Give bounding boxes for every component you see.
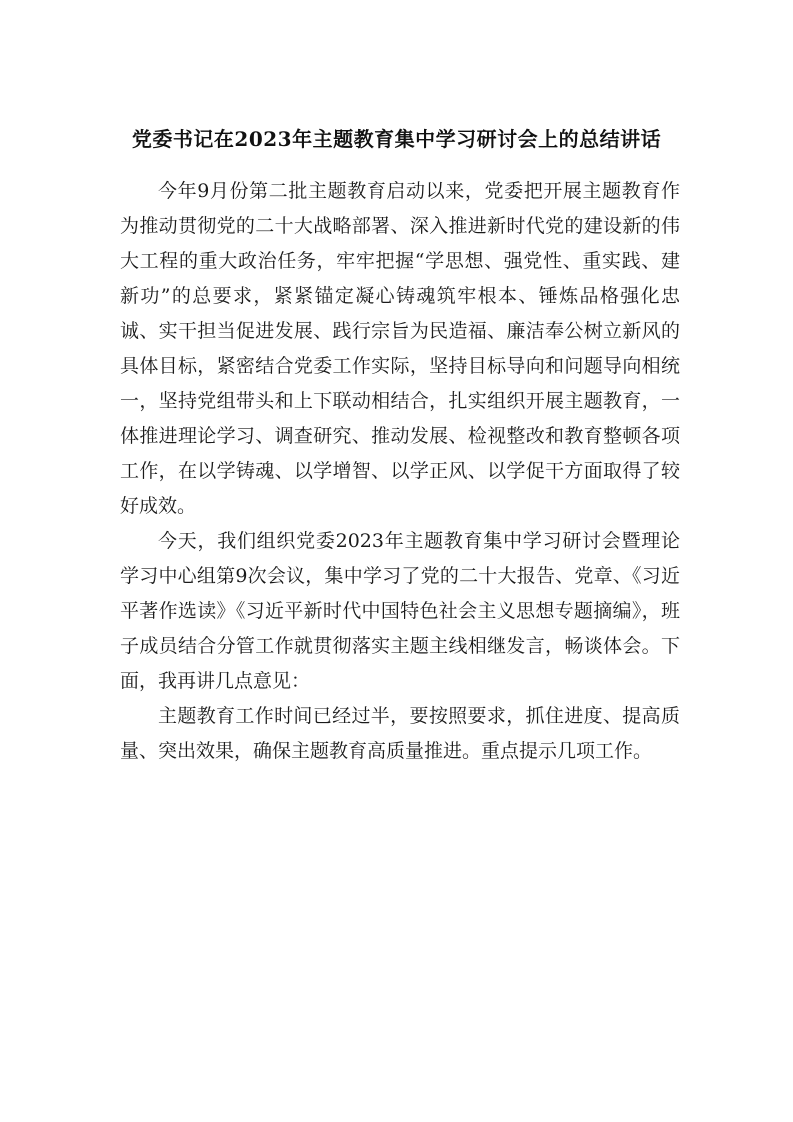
paragraph-work-tips: 主题教育工作时间已经过半，要按照要求，抓住进度、提高质量、突出效果，确保主题教育高质量推进。重点提示几项工作。 — [120, 705, 680, 762]
document-title: 党委书记在2023年主题教育集中学习研讨会上的总结讲话 — [131, 127, 662, 151]
paragraph-opening: 今年9月份第二批主题教育启动以来，党委把开展主题教育作为推动贯彻党的二十大战略部署、深入推进新时代党的建设新的伟大工程的重大政治任务，牢牢把握“学思想、强党性、重实践、建新功”的总要求，紧紧锚定凝心铸魂筑牢根本、锤炼品格强化忠诚、实干担当促进发展、践行宗旨为民造福、廉洁奉公树立新风的具体目标，紧密结合党委工作实际，坚持目标导向和问题导向相统一，坚持党组带头和上下联动相结合，扎实组织开展主题教育，一体推进理论学习、调查研究、推动发展、检视整改和教育整顿各项工作，在以学铸魂、以学增智、以学正风、以学促干方面取得了较好成效。 — [120, 180, 680, 517]
paragraph-meeting: 今天，我们组织党委2023年主题教育集中学习研讨会暨理论学习中心组第9次会议，集中学习了党的二十大报告、党章、《习近平著作选读》《习近平新时代中国特色社会主义思想专题摘编》，班子成员结合分管工作就贯彻落实主题主线相继发言，畅谈体会。下面，我再讲几点意见： — [120, 530, 680, 692]
document-body — [120, 174, 680, 769]
